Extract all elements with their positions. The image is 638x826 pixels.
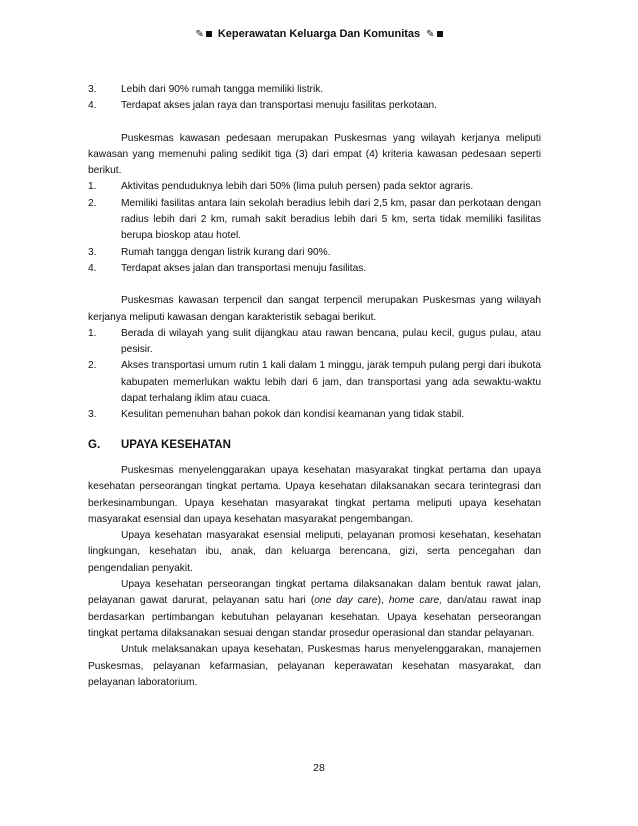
list-item: 3. Kesulitan pemenuhan bahan pokok dan kondisi keamanan yang tidak stabil. [88,409,465,421]
paragraph-upaya-2: Upaya kesehatan masyarakat esensial meliputi, pelayanan promosi kesehatan, kesehatan lingkungan, kesehatan ibu, anak, dan keluarga berencana, gizi, serta pencegahan dan pengendalian penyakit. [88,530,541,574]
list-item: 3. Rumah tangga dengan listrik kurang dari 90%. [88,246,331,258]
pen-square-icon: ✎ [195,29,211,40]
paragraph-perseorangan: Upaya kesehatan perseorangan tingkat pertama dilaksanakan dalam bentuk rawat jalan, pelayanan gawat darurat, pelayanan satu hari (one day care), home care, dan/atau rawat inap berdasarkan pertimbangan kebutuhan pelayanan kesehatan. Upaya kesehatan perseorangan tingkat pertama dilaksanakan sesuai dengan standar prosedur operasional dan standar pelayanan. [88,579,542,639]
pen-square-icon: ✎ [426,29,442,40]
running-header [0,28,638,40]
section-title: UPAYA KESEHATAN [121,438,231,451]
list-item: 4. Terdapat akses jalan raya dan transportasi menuju fasilitas perkotaan. [88,100,437,112]
list-item: 1. Berada di wilayah yang sulit dijangkau atau rawan bencana, pulau kecil, gugus pulau, atau pesisir. [88,327,541,356]
list-item: 1. Aktivitas penduduknya lebih dari 50% (lima puluh persen) pada sektor agraris. [88,181,474,193]
page-body [88,82,541,691]
list-item: 3. Lebih dari 90% rumah tangga memiliki listrik. [88,84,324,95]
paragraph-upaya-1: Puskesmas menyelenggarakan upaya kesehatan masyarakat tingkat pertama dan upaya kesehatan perseorangan tingkat pertama. Upaya kesehatan dilaksanakan secara terintegrasi dan berkesinambungan. Upaya kesehatan masyarakat tingkat pertama meliputi upaya kesehatan masyarakat esensial dan upaya kesehatan masyarakat pengembangan. [88,464,541,525]
page-number: 28 [313,762,325,774]
list-item: 2. Akses transportasi umum rutin 1 kali dalam 1 minggu, jarak tempuh pulang pergi dari ibukota kabupaten memerlukan waktu lebih dari 6 jam, dan transportasi yang ada sewaktu-waktu dapat terhalang iklim atau cuaca. [88,360,541,405]
paragraph-remote: Puskesmas kawasan terpencil dan sangat terpencil merupakan Puskesmas yang wilayah kerjanya meliputi kawasan dengan karakteristik sebagai berikut. [88,295,541,323]
section-heading: G. UPAYA KESEHATAN [88,437,541,453]
list-item: 2. Memiliki fasilitas antara lain sekolah beradius lebih dari 2,5 km, pasar dan perkotaan dengan radius lebih dari 2 km, rumah sakit beradius lebih dari 5 km, serta tidak memiliki fasilitas berupa bioskop atau hotel. [88,197,541,242]
header-title: Keperawatan Keluarga Dan Komunitas [217,28,421,40]
list-item: 4. Terdapat akses jalan dan transportasi menuju fasilitas. [88,262,367,274]
paragraph-last: Untuk melaksanakan upaya kesehatan, Puskesmas harus menyelenggarakan, manajemen Puskesmas, pelayanan kefarmasian, pelayanan keperawatan kesehatan masyarakat, dan pelayanan laboratorium. [88,644,541,688]
paragraph-rural: Puskesmas kawasan pedesaan merupakan Puskesmas yang wilayah kerjanya meliputi kawasan yang memenuhi paling sedikit tiga (3) dari empat (4) kriteria kawasan pedesaan seperti berikut. [88,132,541,177]
